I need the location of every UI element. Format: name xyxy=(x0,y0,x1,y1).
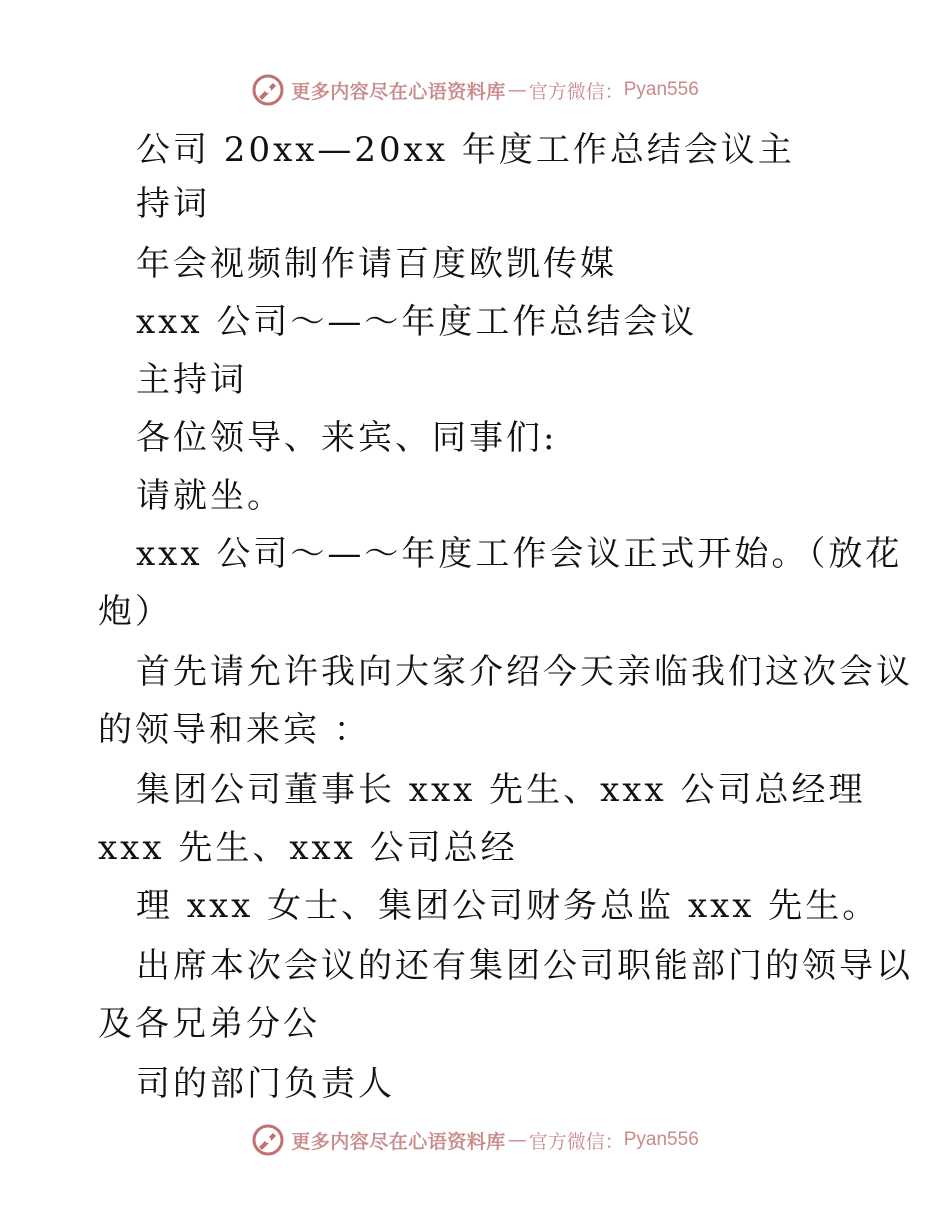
footer-banner-text: 更多内容尽在心语资料库 xyxy=(291,1130,506,1153)
text-line: xxx 先生、xxx 公司总经 xyxy=(98,828,518,868)
pen-logo-icon xyxy=(251,1123,285,1157)
text-line: 及各兄弟分公 xyxy=(98,1004,320,1044)
text-line: 持词 xyxy=(136,184,210,224)
text-line: 的领导和来宾 ： xyxy=(98,710,371,750)
footer-banner-separator: — xyxy=(507,1129,527,1151)
text-line: 司的部门负责人 xyxy=(136,1064,395,1104)
header-banner xyxy=(0,70,950,110)
text-line: 公司 20xx—20xx 年度工作总结会议主 xyxy=(136,130,795,170)
text-line: 主持词 xyxy=(136,360,247,400)
header-banner-official: 官方微信： xyxy=(528,80,624,103)
header-banner-text: 更多内容尽在心语资料库 xyxy=(291,80,506,103)
text-line: 各位领导、来宾、同事们: xyxy=(136,418,558,458)
text-line: 请就坐。 xyxy=(136,476,284,516)
text-line: xxx 公司～—～年度工作总结会议 xyxy=(136,302,698,342)
text-line: xxx 公司～—～年度工作会议正式开始。（放花 xyxy=(136,534,903,574)
text-line: 集团公司董事长 xxx 先生、xxx 公司总经理 xyxy=(136,770,866,810)
text-line: 年会视频制作请百度欧凯传媒 xyxy=(136,244,617,284)
text-line: 理 xxx 女士、集团公司财务总监 xxx 先生。 xyxy=(136,886,880,926)
footer-banner xyxy=(0,1120,950,1160)
footer-banner-wechat-id: Pyan556 xyxy=(623,1129,699,1150)
text-line: 出席本次会议的还有集团公司职能部门的领导以 xyxy=(136,946,913,986)
text-line: 炮） xyxy=(98,592,172,632)
footer-banner-official: 官方微信： xyxy=(528,1130,624,1153)
header-banner-separator: — xyxy=(507,79,527,101)
header-banner-wechat-id: Pyan556 xyxy=(623,79,699,100)
text-line: 首先请允许我向大家介绍今天亲临我们这次会议 xyxy=(136,652,913,692)
pen-logo-icon xyxy=(251,73,285,107)
